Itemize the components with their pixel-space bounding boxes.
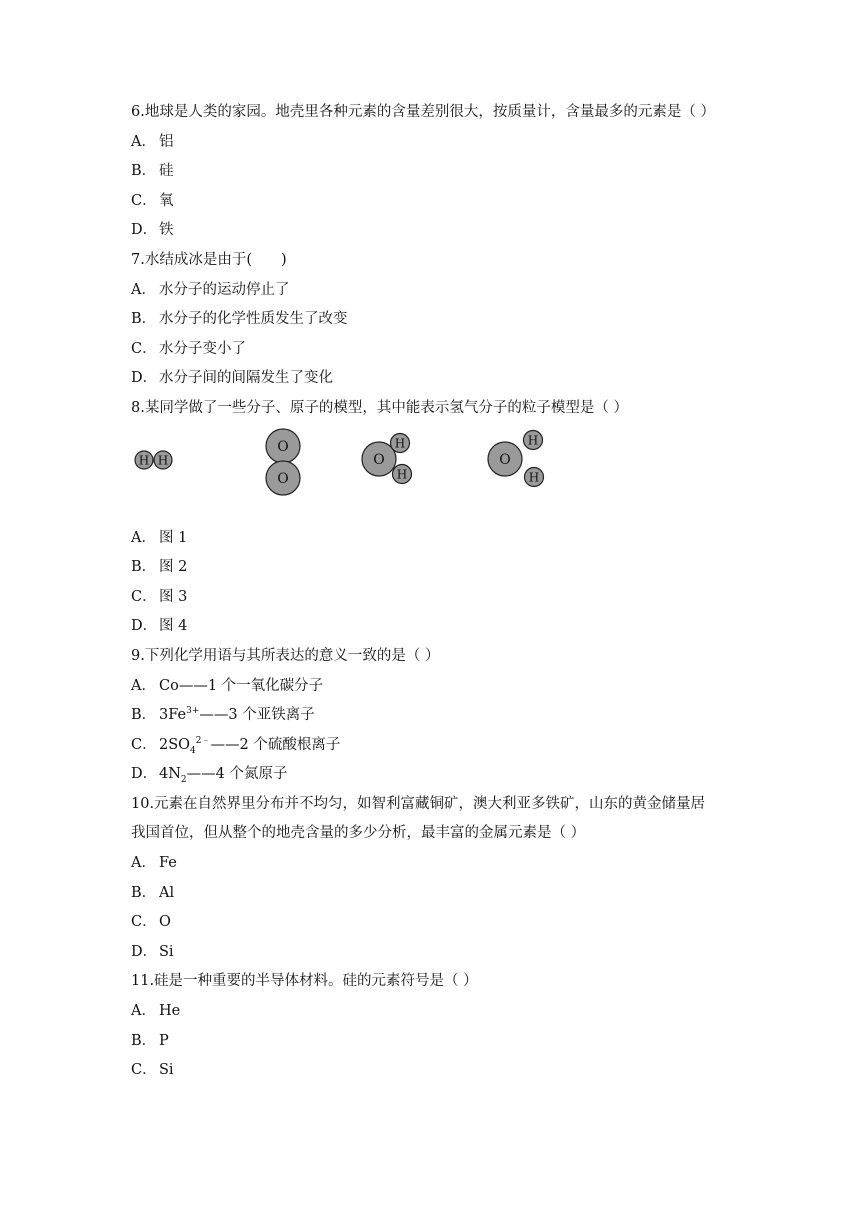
option-text: ——3 个亚铁离子: [199, 707, 315, 724]
option-text: 图 1: [159, 529, 188, 546]
formula-superscript: 2﹣: [195, 735, 211, 746]
q8-option-c: [131, 583, 741, 613]
option-text: P: [159, 1032, 169, 1049]
option-letter: B．: [131, 707, 157, 724]
option-text: 图 2: [159, 559, 188, 576]
option-text: ——4 个氮原子: [186, 766, 288, 783]
option-letter: A．: [131, 529, 156, 546]
atom-label-o: O: [277, 438, 289, 455]
formula-main: 4N: [159, 766, 181, 783]
molecule-models-figure: [131, 424, 741, 524]
option-letter: B．: [131, 559, 157, 576]
q10-stem-line-2: 我国首位，但从整个的地壳含量的多少分析，最丰富的金属元素是（ ）: [131, 825, 586, 842]
formula-main: 3Fe: [159, 707, 187, 724]
q8-option-b: [131, 553, 741, 583]
q9-option-a: [131, 672, 741, 702]
option-letter: B．: [131, 311, 157, 328]
q6-option-b: [131, 157, 741, 187]
q6-option-c: [131, 187, 741, 217]
option-letter: D．: [131, 766, 158, 783]
formula-superscript: 3+: [186, 706, 200, 717]
q10-stem-line-1: 10.元素在自然界里分布并不均匀，如智利富藏铜矿，澳大利亚多铁矿，山东的黄金储量居: [131, 795, 706, 812]
option-text: Fe: [159, 855, 177, 872]
option-text: Si: [159, 943, 174, 960]
q8-option-d: [131, 612, 741, 642]
q9-option-d: [131, 760, 741, 790]
option-letter: C．: [131, 914, 157, 931]
atom-label-h: H: [138, 453, 150, 468]
option-text: Co——1 个一氧化碳分子: [159, 677, 324, 694]
atom-label-h: H: [527, 433, 539, 448]
option-text: Al: [159, 884, 175, 901]
option-letter: A．: [131, 677, 156, 694]
option-text: Si: [159, 1062, 174, 1079]
option-letter: B．: [131, 1032, 157, 1049]
q7-option-c: [131, 335, 741, 365]
q7-stem: 7.水结成冰是由于( ): [131, 251, 287, 268]
formula-main: 2SO: [159, 736, 191, 753]
exam-page: [131, 98, 741, 1086]
option-letter: C．: [131, 340, 157, 357]
option-letter: B．: [131, 163, 157, 180]
option-letter: D．: [131, 618, 158, 635]
option-letter: D．: [131, 370, 158, 387]
option-text: 图 3: [159, 588, 188, 605]
q11-stem: 11.硅是一种重要的半导体材料。硅的元素符号是（ ）: [131, 973, 478, 990]
model-4-h2o: [488, 430, 544, 486]
q11-option-b: [131, 1027, 741, 1057]
option-letter: C．: [131, 1062, 157, 1079]
atom-label-o: O: [373, 451, 385, 468]
atom-label-h: H: [157, 453, 169, 468]
option-text: He: [159, 1003, 181, 1020]
q7-option-a: [131, 276, 741, 306]
q9-stem: 9.下列化学用语与其所表达的意义一致的是（ ）: [131, 647, 440, 664]
option-text: 水分子变小了: [159, 340, 246, 357]
q8-option-a: [131, 524, 741, 554]
q10-option-b: [131, 879, 741, 909]
option-letter: A．: [131, 133, 156, 150]
option-letter: B．: [131, 884, 157, 901]
atom-label-o: O: [277, 470, 289, 487]
formula-subscript: 2: [180, 775, 187, 786]
option-text: 铝: [159, 133, 174, 150]
atom-label-h: H: [394, 436, 406, 451]
q8-stem: 8.某同学做了一些分子、原子的模型，其中能表示氢气分子的粒子模型是（ ）: [131, 399, 628, 416]
option-text: 硅: [159, 163, 174, 180]
option-letter: D．: [131, 222, 158, 239]
atom-label-h: H: [396, 467, 408, 482]
q7-option-b: [131, 305, 741, 335]
option-letter: A．: [131, 855, 156, 872]
q6-option-d: [131, 216, 741, 246]
option-text: 铁: [159, 222, 174, 239]
option-letter: C．: [131, 192, 157, 209]
atom-label-h: H: [528, 470, 540, 485]
option-letter: A．: [131, 1003, 156, 1020]
formula-subscript: 4: [190, 745, 196, 756]
option-text: 水分子间的间隔发生了变化: [159, 370, 333, 387]
model-1-h2: [135, 451, 172, 469]
option-text: O: [159, 914, 171, 931]
q10-option-d: [131, 938, 741, 968]
q7-option-d: [131, 364, 741, 394]
q11-option-c: [131, 1056, 741, 1086]
option-text: 水分子的化学性质发生了改变: [159, 311, 348, 328]
option-letter: C．: [131, 736, 157, 753]
model-3-h2o: [362, 433, 412, 483]
option-text: ——2 个硫酸根离子: [210, 736, 341, 753]
model-2-o2: [266, 429, 300, 495]
option-text: 图 4: [159, 618, 188, 635]
q10-option-a: [131, 849, 741, 879]
q6-stem: 6.地球是人类的家园。地壳里各种元素的含量差别很大，按质量计，含量最多的元素是（ ）: [131, 104, 715, 120]
q6-option-a: [131, 128, 741, 158]
q9-option-b: [131, 701, 741, 731]
option-letter: A．: [131, 281, 156, 298]
molecule-models-svg: [131, 424, 741, 524]
option-text: 水分子的运动停止了: [159, 281, 290, 298]
option-letter: C．: [131, 588, 157, 605]
option-text: 氧: [159, 192, 174, 209]
atom-label-o: O: [499, 451, 511, 468]
option-letter: D．: [131, 943, 158, 960]
q10-option-c: [131, 908, 741, 938]
q11-option-a: [131, 997, 741, 1027]
q9-option-c: [131, 731, 741, 761]
